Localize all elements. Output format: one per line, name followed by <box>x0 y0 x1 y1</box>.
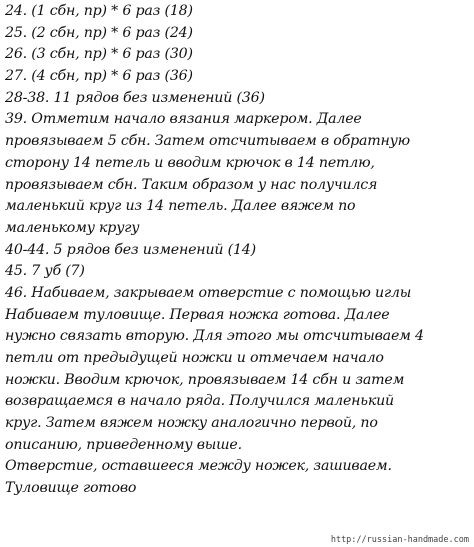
text-line: петли от предыдущей ножки и отмечаем начало <box>5 350 384 366</box>
text-line-row-24: 24. (1 сбн, пр) * 6 раз (18) <box>5 3 193 19</box>
text-line-row-26: 26. (3 сбн, пр) * 6 раз (30) <box>5 46 193 63</box>
text-line-row-25: 25. (2 сбн, пр) * 6 раз (24) <box>5 24 193 41</box>
watermark-url: http://russian-handmade.com <box>328 534 472 546</box>
text-line: нужно связать вторую. Для этого мы отсчитываем 4 <box>5 328 424 345</box>
text-line: маленький круг из 14 петель. Далее вяжем по <box>5 198 356 215</box>
text-line: круг. Затем вяжем ножку аналогично первой, по <box>5 415 378 432</box>
text-line: Отверстие, оставшееся между ножек, зашиваем. <box>5 458 392 475</box>
text-line-row-45: 45. 7 уб (7) <box>5 263 85 280</box>
text-line: провязываем 5 сбн. Затем отсчитываем в обратную <box>5 133 410 150</box>
text-line-rows-40-44: 40-44. 5 рядов без изменений (14) <box>5 241 256 258</box>
text-line-row-27: 27. (4 сбн, пр) * 6 раз (36) <box>5 68 193 85</box>
text-line: сторону 14 петель и вводим крючок в 14 петлю, <box>5 154 375 171</box>
text-line-final: Туловище готово <box>5 480 137 497</box>
text-line: провязываем сбн. Таким образом у нас получился <box>5 176 378 193</box>
text-line: возвращаемся в начало ряда. Получился маленький <box>5 393 394 410</box>
text-line: описанию, приведенному выше. <box>5 436 242 453</box>
text-line-rows-28-38: 28-38. 11 рядов без изменений (36) <box>5 89 265 106</box>
text-line: ножки. Вводим крючок, провязываем 14 сбн и затем <box>5 371 405 388</box>
pattern-text <box>5 1 473 500</box>
text-line: Набиваем туловище. Первая ножка готова. Далее <box>5 306 390 323</box>
text-line: маленькому кругу <box>5 219 140 236</box>
text-line-row-39: 39. Отметим начало вязания маркером. Далее <box>5 111 362 128</box>
text-line-row-46: 46. Набиваем, закрываем отверстие с помощью иглы <box>5 284 412 301</box>
